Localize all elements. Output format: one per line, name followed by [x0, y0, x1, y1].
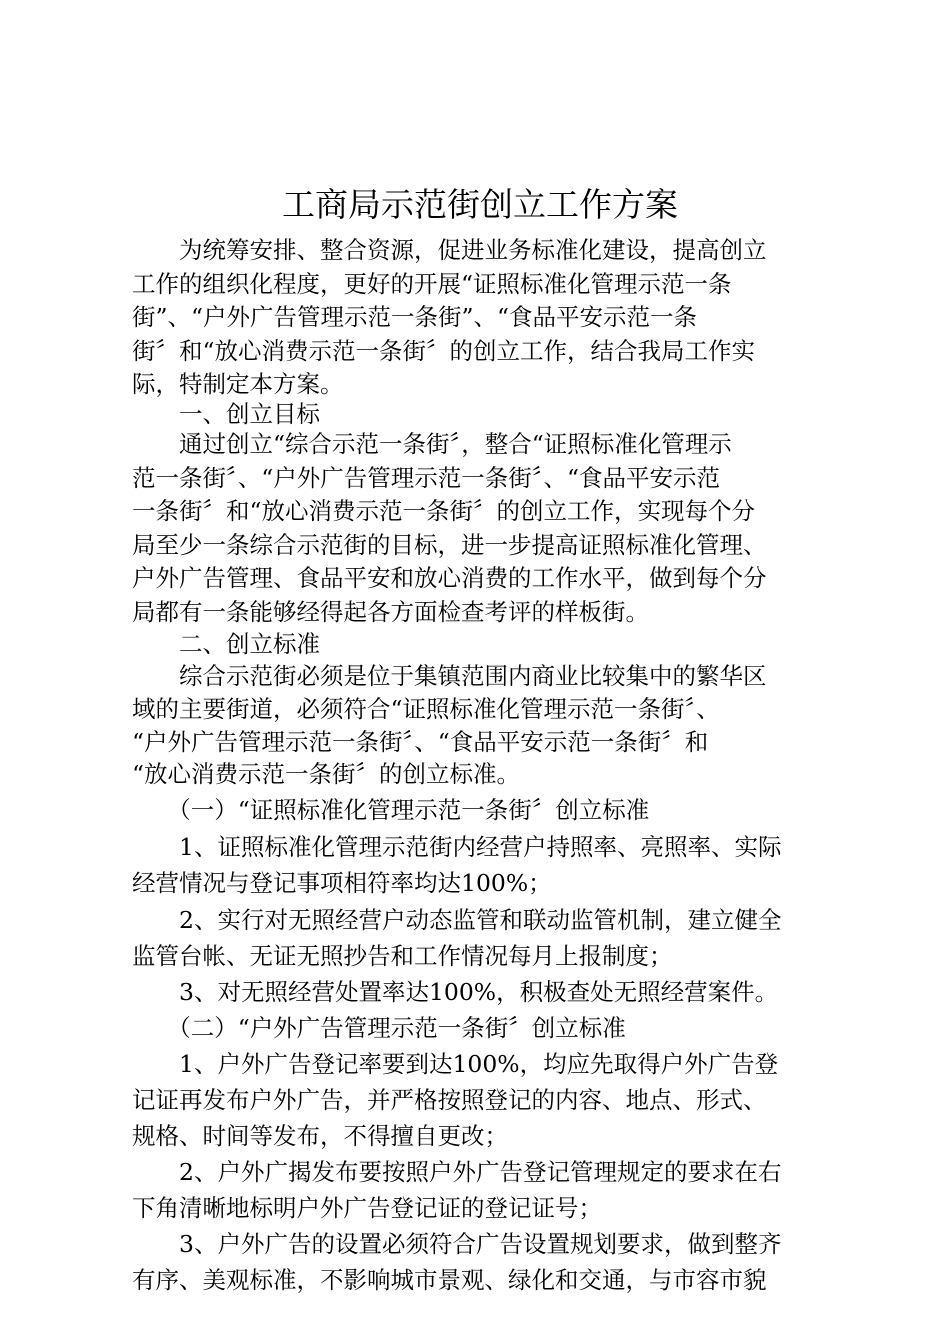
paragraph-line: 街〞和“放心消费示范一条街〞的创立工作，结合我局工作实: [132, 337, 756, 365]
document-title: 工商局示范街创立工作方案: [282, 185, 678, 224]
paragraph-line: 2、户外广揭发布要按照户外广告登记管理规定的要求在右: [132, 1158, 782, 1186]
paragraph-line: 户外广告管理、食品平安和放心消费的工作水平，做到每个分: [132, 564, 767, 592]
paragraph-line: 一条街〞和“放心消费示范一条街〞的创立工作，实现每个分: [132, 497, 756, 525]
paragraph-line: 1、证照标准化管理示范街内经营户持照率、亮照率、实际: [132, 833, 782, 861]
paragraph-line: 工作的组织化程度，更好的开展“证照标准化管理示范一条: [132, 270, 732, 298]
paragraph-line: 3、户外广告的设置必须符合广告设置规划要求，做到整齐: [132, 1230, 782, 1258]
paragraph-line: 街”、“户外广告管理示范一条街”、“食品平安示范一条: [132, 303, 698, 331]
paragraph-line: 为统筹安排、整合资源，促进业务标准化建设，提高创立: [132, 236, 767, 264]
paragraph-line: 1、户外广告登记率要到达100%，均应先取得户外广告登: [132, 1050, 779, 1078]
paragraph-line: 2、实行对无照经营户动态监管和联动监管机制，建立健全: [132, 906, 782, 934]
section-heading: 一、创立目标: [132, 400, 320, 428]
paragraph-line: 综合示范街必须是位于集镇范围内商业比较集中的繁华区: [132, 662, 767, 690]
paragraph-line: “户外广告管理示范一条街〞、“食品平安示范一条街〞和: [132, 728, 709, 756]
paragraph-line: 有序、美观标准，不影响城市景观、绿化和交通，与市容市貌: [132, 1266, 767, 1294]
subsection-heading: （二）“户外广告管理示范一条街〞创立标准: [132, 1014, 626, 1042]
paragraph-line: 局至少一条综合示范街的目标，进一步提高证照标准化管理、: [132, 531, 767, 559]
paragraph-line: 经营情况与登记事项相符率均达100%；: [132, 869, 552, 897]
subsection-heading: （一）“证照标准化管理示范一条街〞创立标准: [132, 796, 650, 824]
paragraph-line: 记证再发布户外广告，并严格按照登记的内容、地点、形式、: [132, 1086, 767, 1114]
section-heading: 二、创立标准: [132, 630, 320, 658]
paragraph-line: 下角清晰地标明户外广告登记证的登记证号；: [132, 1194, 602, 1222]
paragraph-line: 范一条街〞、“户外广告管理示范一条街〞、“食品平安示范: [132, 464, 721, 492]
paragraph-line: 3、对无照经营处置率达100%，积极查处无照经营案件。: [132, 978, 779, 1006]
paragraph-line: 域的主要街道，必须符合“证照标准化管理示范一条街〞、: [132, 695, 720, 723]
paragraph-line: “放心消费示范一条街〞的创立标准。: [132, 760, 521, 788]
paragraph-line: 规格、时间等发布，不得擅自更改；: [132, 1122, 508, 1150]
paragraph-line: 际，特制定本方案。: [132, 370, 344, 398]
paragraph-line: 通过创立“综合示范一条街〞，整合“证照标准化管理示: [132, 430, 732, 458]
paragraph-line: 监管台帐、无证无照抄告和工作情况每月上报制度；: [132, 942, 673, 970]
paragraph-line: 局都有一条能够经得起各方面检查考评的样板街。: [132, 598, 649, 626]
